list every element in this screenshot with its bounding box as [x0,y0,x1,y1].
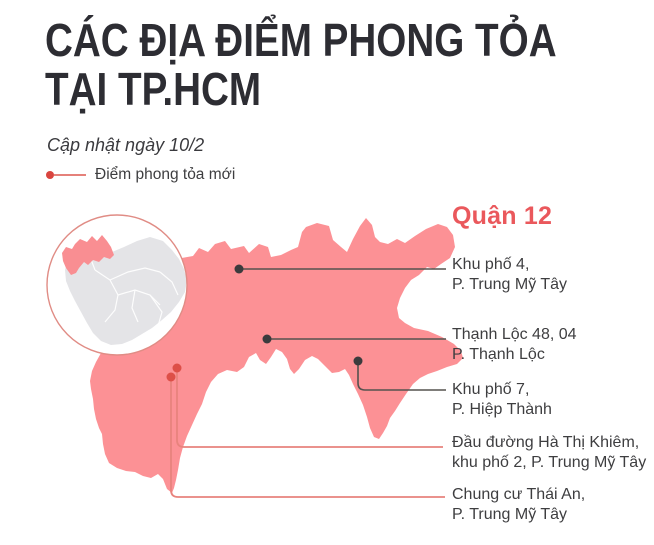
update-date: Cập nhật ngày 10/2 [47,135,205,155]
location-line2: P. Trung Mỹ Tây [452,506,568,523]
location-line2: P. Hiệp Thành [452,401,552,418]
marker-chung-cu-thai-an-icon [167,373,176,382]
marker-thanh-loc-icon [263,335,272,344]
legend-label: Điểm phong tỏa mới [95,166,236,183]
location-line1: Khu phố 7, [452,381,530,398]
marker-ha-thi-khiem-icon [173,364,182,373]
location-label-khu-pho-4 [452,255,652,295]
location-line1: Khu phố 4, [452,256,530,273]
location-line1: Thạnh Lộc 48, 04 [452,326,577,343]
location-label-khu-pho-7 [452,380,652,420]
city-inset-locator [47,215,187,355]
location-label-ha-thi-khiem [452,433,652,473]
location-line1: Chung cư Thái An, [452,486,586,503]
location-label-chung-cu-thai-an [452,485,652,525]
location-label-thanh-loc [452,325,652,365]
page-title-line1: CÁC ĐỊA ĐIỂM PHONG TỎA [45,14,557,66]
location-line2: khu phố 2, P. Trung Mỹ Tây [452,454,647,471]
location-line2: P. Thạnh Lộc [452,346,545,363]
district-name-label: Quận 12 [452,202,553,230]
location-line2: P. Trung Mỹ Tây [452,276,568,293]
marker-khu-pho-4-icon [235,265,244,274]
marker-khu-pho-7-icon [354,357,363,366]
leader-line-chung-cu-thai-an [171,380,445,497]
page-title-line2: TẠI TP.HCM [45,63,262,115]
location-line1: Đầu đường Hà Thị Khiêm, [452,434,640,451]
